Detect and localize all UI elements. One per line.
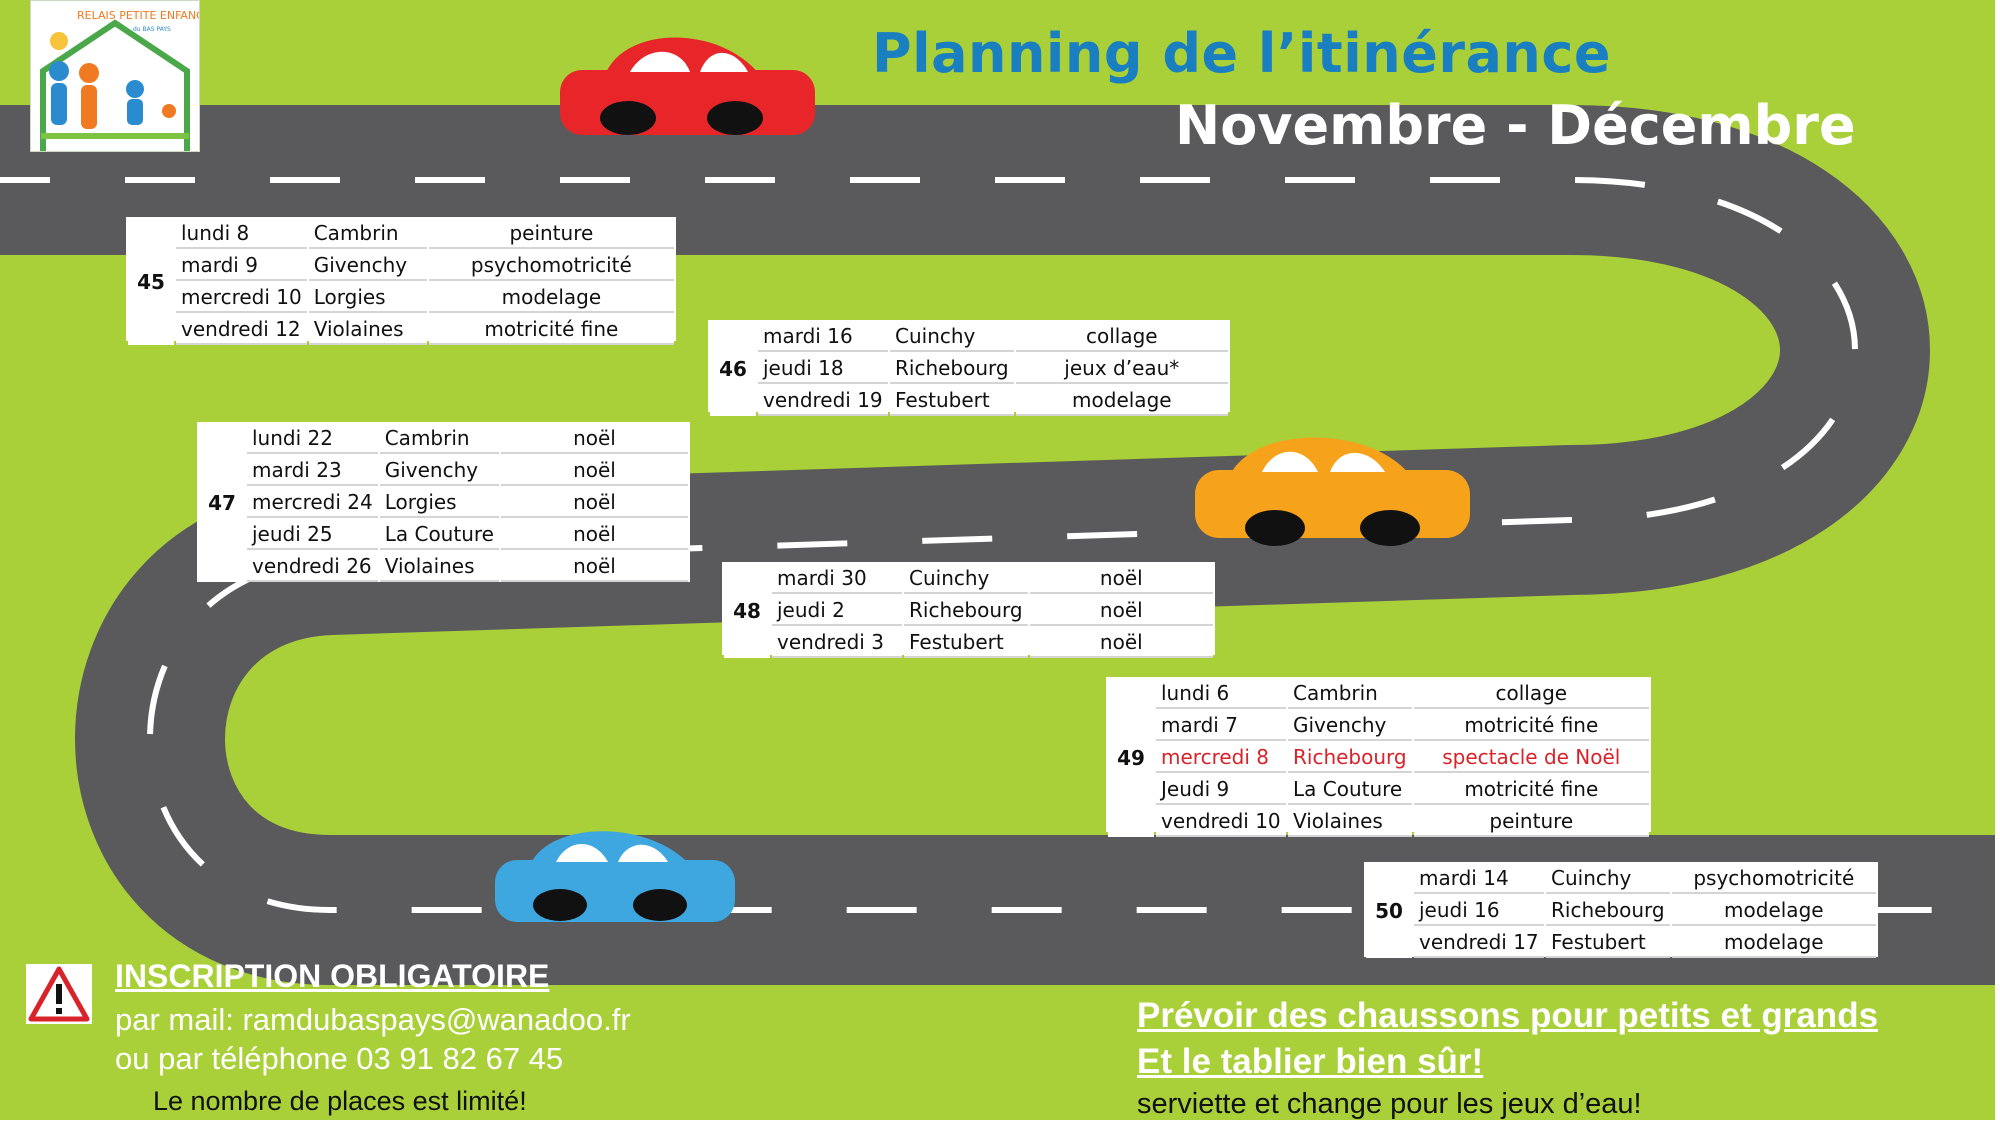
place-cell: Cuinchy xyxy=(904,564,1028,594)
day-cell: lundi 6 xyxy=(1156,679,1286,709)
registration-phone: ou par téléphone 03 91 82 67 45 xyxy=(115,1041,564,1076)
towel-change-note: serviette et change pour les jeux d’eau! xyxy=(1137,1088,1642,1120)
svg-text:RELAIS PETITE ENFANCE: RELAIS PETITE ENFANCE xyxy=(77,9,199,22)
day-cell: mardi 7 xyxy=(1156,711,1286,741)
place-cell: Cuinchy xyxy=(1546,864,1670,894)
day-cell: mercredi 8 xyxy=(1156,743,1286,773)
place-cell: Festubert xyxy=(1546,928,1670,958)
place-cell: Lorgies xyxy=(309,283,427,313)
place-cell: Lorgies xyxy=(380,488,499,518)
activity-cell: psychomotricité xyxy=(1672,864,1876,894)
week-48-table xyxy=(722,562,1215,655)
place-cell: La Couture xyxy=(380,520,499,550)
week-number: 50 xyxy=(1366,864,1412,958)
activity-cell: collage xyxy=(1414,679,1649,709)
place-cell: La Couture xyxy=(1288,775,1412,805)
day-cell: mercredi 10 xyxy=(176,283,307,313)
day-cell: mardi 16 xyxy=(758,322,888,352)
activity-cell: motricité fine xyxy=(1414,775,1649,805)
activity-cell: noël xyxy=(1030,628,1213,658)
day-cell: jeudi 18 xyxy=(758,354,888,384)
activity-cell: motricité fine xyxy=(1414,711,1649,741)
place-cell: Cambrin xyxy=(309,219,427,249)
day-cell: jeudi 16 xyxy=(1414,896,1544,926)
day-cell: vendredi 12 xyxy=(176,315,307,345)
day-cell: vendredi 17 xyxy=(1414,928,1544,958)
activity-cell: noël xyxy=(501,424,688,454)
relais-petite-enfance-logo xyxy=(30,0,200,152)
activity-cell: peinture xyxy=(429,219,674,249)
activity-cell: jeux d’eau* xyxy=(1016,354,1228,384)
day-cell: vendredi 10 xyxy=(1156,807,1286,837)
day-cell: mardi 23 xyxy=(247,456,378,486)
week-45-table xyxy=(126,217,676,341)
highlighted-row xyxy=(1108,743,1649,773)
day-cell: mercredi 24 xyxy=(247,488,378,518)
place-cell: Violaines xyxy=(309,315,427,345)
activity-cell: psychomotricité xyxy=(429,251,674,281)
activity-cell: modelage xyxy=(1672,896,1876,926)
activity-cell: modelage xyxy=(429,283,674,313)
week-number: 48 xyxy=(724,564,770,658)
svg-text:du BAS PAYS: du BAS PAYS xyxy=(133,26,171,33)
place-cell: Givenchy xyxy=(309,251,427,281)
place-cell: Givenchy xyxy=(380,456,499,486)
registration-title: INSCRIPTION OBLIGATOIRE xyxy=(115,958,550,994)
place-cell: Cambrin xyxy=(1288,679,1412,709)
activity-cell: collage xyxy=(1016,322,1228,352)
place-cell: Violaines xyxy=(380,552,499,582)
week-47-table xyxy=(197,422,690,582)
activity-cell: noël xyxy=(501,488,688,518)
week-number: 47 xyxy=(199,424,245,582)
day-cell: mardi 14 xyxy=(1414,864,1544,894)
activity-cell: noël xyxy=(501,520,688,550)
place-cell: Festubert xyxy=(904,628,1028,658)
activity-cell: spectacle de Noël xyxy=(1414,743,1649,773)
day-cell: mardi 30 xyxy=(772,564,902,594)
day-cell: lundi 22 xyxy=(247,424,378,454)
page-title: Planning de l’itinérance xyxy=(872,22,1611,85)
activity-cell: modelage xyxy=(1672,928,1876,958)
day-cell: vendredi 3 xyxy=(772,628,902,658)
week-number: 46 xyxy=(710,322,756,416)
day-cell: jeudi 25 xyxy=(247,520,378,550)
bring-apron-note: Et le tablier bien sûr! xyxy=(1137,1042,1484,1081)
place-cell: Violaines xyxy=(1288,807,1412,837)
place-cell: Cuinchy xyxy=(890,322,1014,352)
bring-slippers-note: Prévoir des chaussons pour petits et grands xyxy=(1137,996,1879,1035)
place-cell: Richebourg xyxy=(890,354,1014,384)
day-cell: mardi 9 xyxy=(176,251,307,281)
activity-cell: motricité fine xyxy=(429,315,674,345)
day-cell: Jeudi 9 xyxy=(1156,775,1286,805)
activity-cell: peinture xyxy=(1414,807,1649,837)
activity-cell: noël xyxy=(1030,564,1213,594)
week-number: 45 xyxy=(128,219,174,345)
activity-cell: noël xyxy=(501,456,688,486)
week-50-table xyxy=(1364,862,1878,957)
place-cell: Richebourg xyxy=(1288,743,1412,773)
week-46-table xyxy=(708,320,1230,412)
activity-cell: modelage xyxy=(1016,386,1228,416)
registration-mail: par mail: ramdubaspays@wanadoo.fr xyxy=(115,1002,631,1037)
red-car-icon xyxy=(560,38,815,136)
place-cell: Richebourg xyxy=(904,596,1028,626)
place-cell: Givenchy xyxy=(1288,711,1412,741)
day-cell: lundi 8 xyxy=(176,219,307,249)
warning-triangle-icon xyxy=(26,964,92,1024)
place-cell: Cambrin xyxy=(380,424,499,454)
page-subtitle: Novembre - Décembre xyxy=(1175,94,1856,157)
week-number: 49 xyxy=(1108,679,1154,837)
activity-cell: noël xyxy=(501,552,688,582)
day-cell: jeudi 2 xyxy=(772,596,902,626)
activity-cell: noël xyxy=(1030,596,1213,626)
place-cell: Festubert xyxy=(890,386,1014,416)
place-cell: Richebourg xyxy=(1546,896,1670,926)
places-limited-note: Le nombre de places est limité! xyxy=(153,1086,527,1116)
day-cell: vendredi 26 xyxy=(247,552,378,582)
day-cell: vendredi 19 xyxy=(758,386,888,416)
week-49-table xyxy=(1106,677,1651,832)
